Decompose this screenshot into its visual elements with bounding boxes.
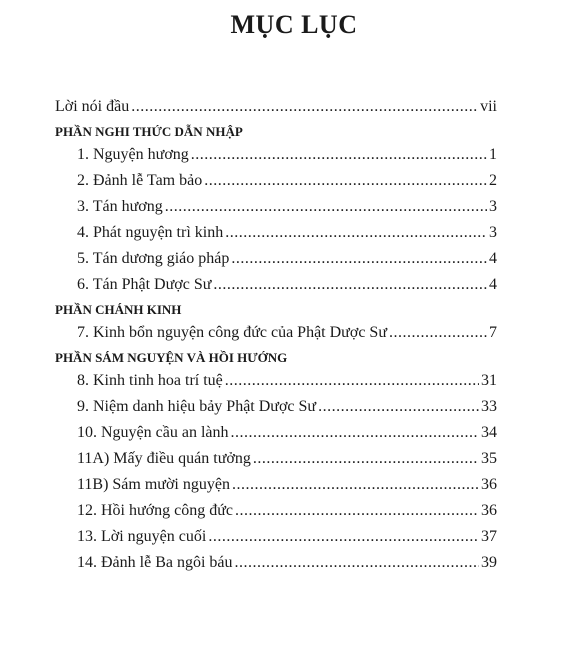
- toc-entry-label: 1. Nguyện hương: [77, 142, 191, 168]
- dot-leader: [389, 320, 487, 346]
- dot-leader: [231, 420, 479, 446]
- toc-entry[interactable]: [77, 550, 497, 576]
- toc-entry-label: 2. Đảnh lễ Tam bảo: [77, 168, 204, 194]
- section-heading: PHẦN CHÁNH KINH: [55, 302, 182, 317]
- dot-leader: [225, 220, 487, 246]
- page-title: MỤC LỤC: [230, 10, 358, 39]
- toc-entry-label: Lời nói đầu: [55, 94, 131, 120]
- toc-entry-label: 7. Kinh bổn nguyện công đức của Phật Dược Sư: [77, 320, 389, 346]
- dot-leader: [165, 194, 487, 220]
- toc-entry-label: 11B) Sám mười nguyện: [77, 472, 232, 498]
- toc-page-number: 36: [481, 502, 497, 519]
- dot-leader: [204, 168, 487, 194]
- toc-page-number: 2: [489, 172, 497, 189]
- toc-page-number: 1: [489, 146, 497, 163]
- dot-leader: [191, 142, 487, 168]
- toc-entry[interactable]: [77, 420, 497, 446]
- toc-entry-label: 12. Hồi hướng công đức: [77, 498, 235, 524]
- section-heading: PHẦN SÁM NGUYỆN VÀ HỒI HƯỚNG: [55, 350, 288, 365]
- toc-page-number: 7: [489, 324, 497, 341]
- toc-entry[interactable]: [77, 142, 497, 168]
- toc-entry-label: 6. Tán Phật Dược Sư: [77, 272, 213, 298]
- toc-entry-label: 9. Niệm danh hiệu bảy Phật Dược Sư: [77, 394, 318, 420]
- dot-leader: [231, 246, 487, 272]
- dot-leader: [235, 498, 479, 524]
- toc-entry-label: 5. Tán dương giáo pháp: [77, 246, 231, 272]
- toc-page-number: 4: [489, 276, 497, 293]
- toc-entry-label: 10. Nguyện cầu an lành: [77, 420, 231, 446]
- toc-entry[interactable]: [77, 168, 497, 194]
- toc-entry-label: 14. Đảnh lễ Ba ngôi báu: [77, 550, 235, 576]
- dot-leader: [253, 446, 479, 472]
- dot-leader: [225, 368, 479, 394]
- toc-page-number: 35: [481, 450, 497, 467]
- dot-leader: [213, 272, 487, 298]
- toc-page-number: 37: [481, 528, 497, 545]
- toc-page-number: 36: [481, 476, 497, 493]
- dot-leader: [318, 394, 479, 420]
- toc-entry[interactable]: [77, 472, 497, 498]
- toc-entry[interactable]: [77, 272, 497, 298]
- toc-entry-label: 8. Kinh tinh hoa trí tuệ: [77, 368, 225, 394]
- dot-leader: [232, 472, 479, 498]
- toc-entry[interactable]: [77, 524, 497, 550]
- toc-page-number: 3: [489, 198, 497, 215]
- toc-entry[interactable]: [77, 394, 497, 420]
- toc-entry[interactable]: [77, 320, 497, 346]
- toc-entry[interactable]: [77, 194, 497, 220]
- toc-entry-label: 4. Phát nguyện trì kinh: [77, 220, 225, 246]
- toc-entry-label: 3. Tán hương: [77, 194, 165, 220]
- toc-entry-label: 11A) Mấy điều quán tưởng: [77, 446, 253, 472]
- toc-page-number: 33: [481, 398, 497, 415]
- toc-entry[interactable]: [77, 220, 497, 246]
- dot-leader: [208, 524, 479, 550]
- toc-page-number: 34: [481, 424, 497, 441]
- toc-entry[interactable]: [77, 246, 497, 272]
- toc-page-number: 3: [489, 224, 497, 241]
- section-heading: PHẦN NGHI THỨC DẪN NHẬP: [55, 124, 243, 139]
- toc-entry[interactable]: [77, 368, 497, 394]
- dot-leader: [235, 550, 479, 576]
- toc-page-number: vii: [480, 98, 497, 115]
- toc-entry[interactable]: [77, 446, 497, 472]
- toc-page-number: 31: [481, 372, 497, 389]
- table-of-contents: [0, 94, 588, 576]
- dot-leader: [131, 94, 478, 120]
- toc-entry-label: 13. Lời nguyện cuối: [77, 524, 208, 550]
- toc-page-number: 39: [481, 554, 497, 571]
- toc-entry-intro[interactable]: [55, 94, 497, 120]
- toc-page-number: 4: [489, 250, 497, 267]
- toc-entry[interactable]: [77, 498, 497, 524]
